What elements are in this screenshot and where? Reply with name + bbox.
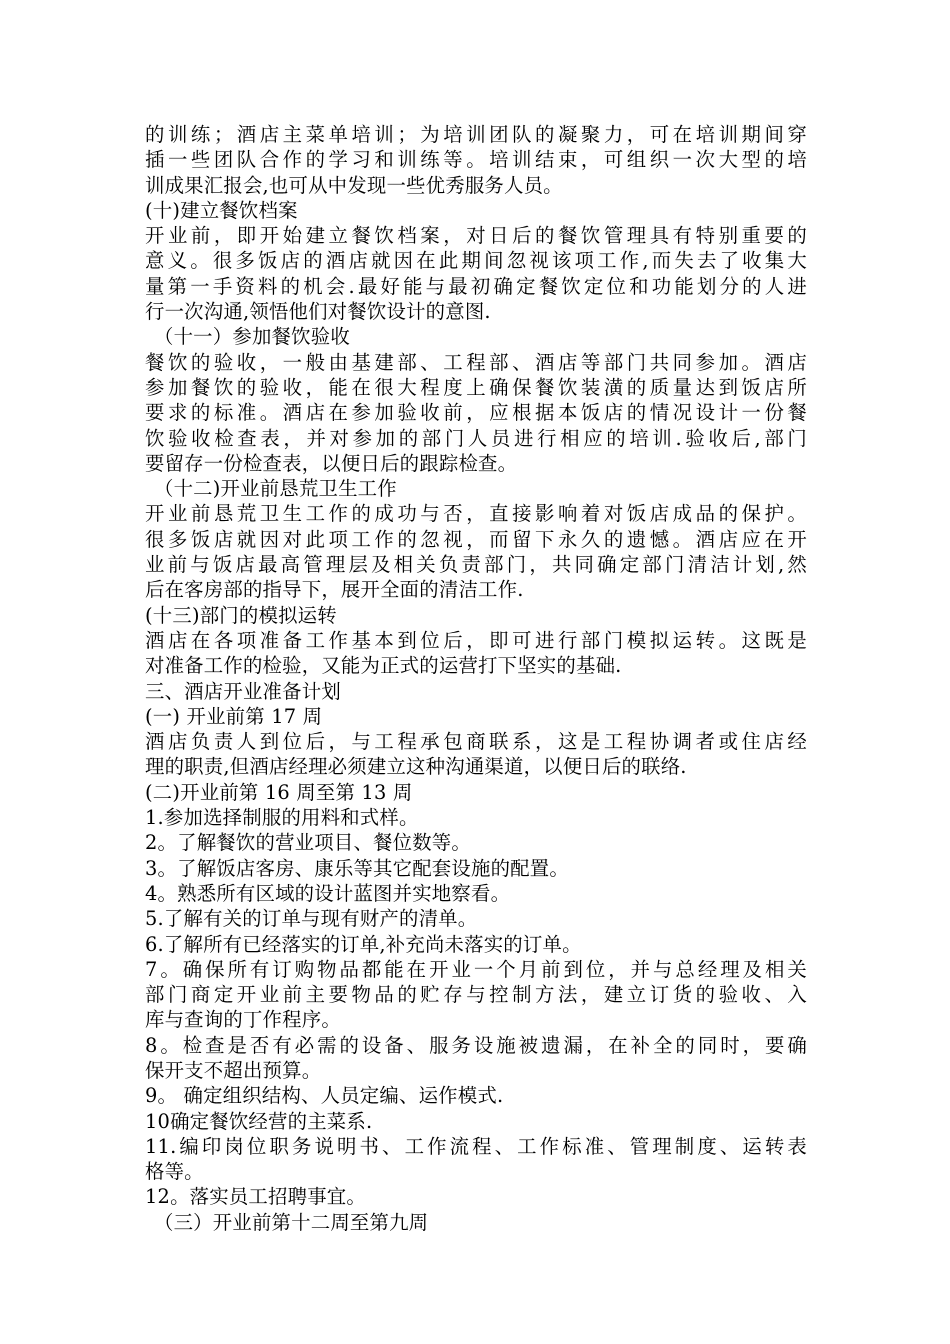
text-line: 4。熟悉所有区域的设计蓝图并实地察看。 xyxy=(145,881,511,905)
text-line: 10确定餐饮经营的主菜系. xyxy=(145,1109,373,1133)
text-line: 酒店在各项准备工作基本到位后，即可进行部门模拟运转。这既是 xyxy=(145,628,807,652)
section-heading: （十一）参加餐饮验收 xyxy=(154,325,350,349)
text-line: 插一些团队合作的学习和训练等。培训结束，可组织一次大型的培 xyxy=(145,148,807,172)
text-line: 开业前，即开始建立餐饮档案，对日后的餐饮管理具有特别重要的 xyxy=(145,224,807,248)
text-line: 饮验收检查表，并对参加的部门人员进行相应的培训.验收后,部门 xyxy=(145,426,807,450)
text-line: 理的职责,但酒店经理必须建立这种沟通渠道，以便日后的联络. xyxy=(145,755,687,779)
text-line: 12。落实员工招聘事宜。 xyxy=(145,1185,366,1209)
text-line: 1.参加选择制服的用料和式样。 xyxy=(145,806,419,830)
text-line: 2。了解餐饮的营业项目、餐位数等。 xyxy=(145,831,471,855)
text-line: 库与查询的丁作程序。 xyxy=(145,1008,341,1032)
text-line: 格等。 xyxy=(145,1160,204,1184)
text-line: 6.了解所有已经落实的订单,补充尚未落实的订单。 xyxy=(145,932,582,956)
text-line: 3。了解饭店客房、康乐等其它配套设施的配置。 xyxy=(145,856,569,880)
text-line: 8。检查是否有必需的设备、服务设施被遗漏，在补全的同时，要确 xyxy=(145,1033,807,1057)
section-heading: (一) 开业前第 17 周 xyxy=(145,704,323,728)
text-line: 业前与饭店最高管理层及相关负责部门，共同确定部门清洁计划,然 xyxy=(145,553,807,577)
section-heading: 三、酒店开业准备计划 xyxy=(145,679,341,703)
text-line: 9。 确定组织结构、人员定编、运作模式. xyxy=(145,1084,504,1108)
text-line: 7。确保所有订购物品都能在开业一个月前到位，并与总经理及相关 xyxy=(145,957,807,981)
text-line: 的训练；酒店主菜单培训；为培训团队的凝聚力，可在培训期间穿 xyxy=(145,123,807,146)
text-line: 训成果汇报会,也可从中发现一些优秀服务人员。 xyxy=(145,173,563,197)
text-line: 部门商定开业前主要物品的贮存与控制方法，建立订货的验收、入 xyxy=(145,983,807,1007)
text-line: 餐饮的验收，一般由基建部、工程部、酒店等部门共同参加。酒店 xyxy=(145,350,807,374)
text-line: 5.了解有关的订单与现有财产的清单。 xyxy=(145,907,478,931)
section-heading: (十三)部门的模拟运转 xyxy=(145,603,337,627)
text-line: 要求的标准。酒店在参加验收前，应根据本饭店的情况设计一份餐 xyxy=(145,401,807,425)
section-heading: （三）开业前第十二周至第九周 xyxy=(154,1210,429,1234)
text-line: 对准备工作的检验，又能为正式的运营打下坚实的基础. xyxy=(145,654,622,678)
text-line: 量第一手资料的机会.最好能与最初确定餐饮定位和功能划分的人进 xyxy=(145,274,807,298)
text-line: 行一次沟通,领悟他们对餐饮设计的意图. xyxy=(145,300,491,324)
text-line: 意义。很多饭店的酒店就因在此期间忽视该项工作,而失去了收集大 xyxy=(145,249,807,273)
text-line: 要留存一份检查表，以便日后的跟踪检查。 xyxy=(145,451,518,475)
text-line: 酒店负责人到位后，与工程承包商联系，这是工程协调者或住店经 xyxy=(145,730,807,754)
text-line: 保开支不超出预算。 xyxy=(145,1058,322,1082)
section-heading: （十二)开业前恳荒卫生工作 xyxy=(154,477,397,501)
text-line: 后在客房部的指导下，展开全面的清洁工作. xyxy=(145,578,524,602)
text-line: 11.编印岗位职务说明书、工作流程、工作标准、管理制度、运转表 xyxy=(145,1134,807,1158)
document-page xyxy=(145,122,807,1235)
section-heading: (二)开业前第 16 周至第 13 周 xyxy=(145,780,413,804)
text-line: 参加餐饮的验收，能在很大程度上确保餐饮装潢的质量达到饭店所 xyxy=(145,375,807,399)
text-line: 很多饭店就因对此项工作的忽视，而留下永久的遗憾。酒店应在开 xyxy=(145,527,807,551)
section-heading: (十)建立餐饮档案 xyxy=(145,198,298,222)
text-line: 开业前恳荒卫生工作的成功与否，直接影响着对饭店成品的保护。 xyxy=(145,502,807,526)
